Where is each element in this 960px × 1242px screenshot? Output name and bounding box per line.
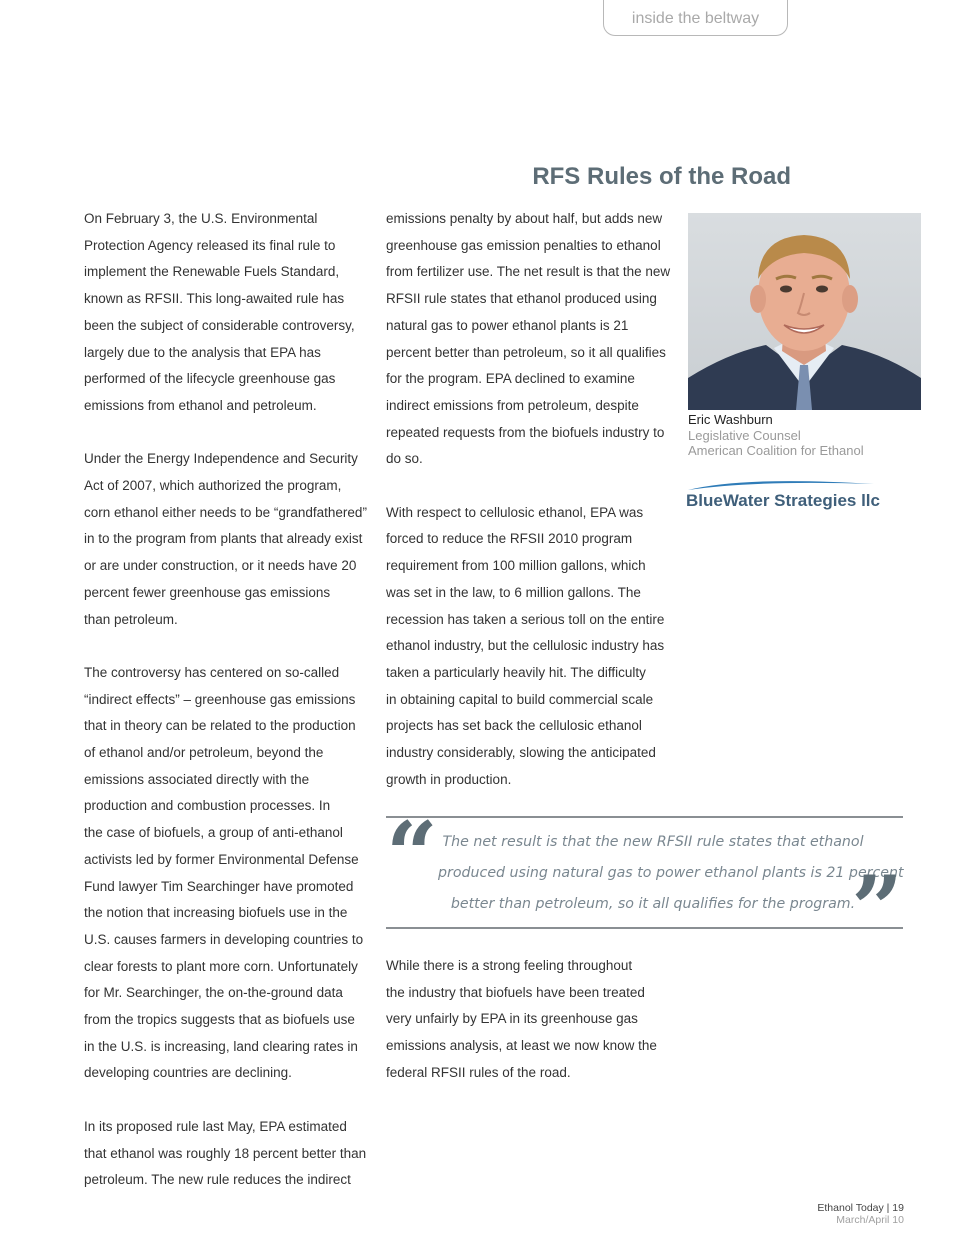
- body-line: of ethanol and/or petroleum, beyond the: [84, 745, 324, 761]
- author-photo: [688, 213, 921, 410]
- close-quote-icon: ”: [851, 856, 903, 962]
- paragraph-gap: [84, 420, 364, 447]
- body-line: been the subject of considerable controversy,: [84, 317, 355, 333]
- body-line: With respect to cellulosic ethanol, EPA was: [386, 504, 644, 520]
- body-line: emissions associated directly with the: [84, 771, 310, 787]
- body-line: developing countries are declining.: [84, 1065, 292, 1081]
- body-line: natural gas to power ethanol plants is 21: [386, 317, 629, 333]
- body-line: from fertilizer use. The net result is that the new: [386, 264, 671, 280]
- body-line: clear forests to plant more corn. Unfortunately: [84, 958, 358, 974]
- body-line: for the program. EPA declined to examine: [386, 371, 635, 387]
- body-line: Protection Agency released its final rule to: [84, 237, 336, 253]
- body-line: or are under construction, or it needs have 20: [84, 558, 357, 574]
- body-line: “indirect effects” – greenhouse gas emissions: [84, 691, 356, 707]
- body-line: that ethanol was roughly 18 percent better than: [84, 1145, 367, 1161]
- body-line: RFSII rule states that ethanol produced using: [386, 291, 657, 307]
- body-line: While there is a strong feeling throughout: [386, 958, 633, 973]
- body-line: in to the program from plants that already exist: [84, 531, 363, 547]
- body-line: The controversy has centered on so-called: [84, 664, 340, 680]
- body-line: known as RFSII. This long-awaited rule has: [84, 291, 345, 307]
- body-line: emissions from ethanol and petroleum.: [84, 397, 317, 413]
- body-line: was set in the law, to 6 million gallons. The: [386, 584, 641, 600]
- body-line: federal RFSII rules of the road.: [386, 1064, 571, 1080]
- body-line: U.S. causes farmers in developing countries to: [84, 931, 364, 947]
- body-line: than petroleum.: [84, 611, 178, 627]
- issue-date: March/April 10: [836, 1214, 904, 1226]
- company-name: BlueWater Strategies llc: [686, 491, 880, 510]
- body-line: do so.: [386, 451, 423, 467]
- paragraph-gap: [386, 473, 661, 500]
- article-column-1: [84, 206, 367, 1194]
- article-title: RFS Rules of the Road: [532, 163, 791, 190]
- body-line: performed of the lifecycle greenhouse gas: [84, 371, 336, 387]
- wave-swoosh-icon: [686, 478, 876, 492]
- body-line: recession has taken a serious toll on the entire: [386, 611, 665, 627]
- author-title: Legislative Counsel: [688, 428, 801, 443]
- article-column-2: [386, 206, 671, 793]
- body-line: that in theory can be related to the production: [84, 718, 356, 734]
- body-line: indirect emissions from petroleum, despite: [386, 397, 639, 413]
- body-line: Under the Energy Independence and Security: [84, 451, 358, 467]
- author-organization: American Coalition for Ethanol: [688, 443, 864, 458]
- body-line: percent fewer greenhouse gas emissions: [84, 584, 331, 600]
- body-line: taken a particularly heavily hit. The difficulty: [386, 664, 646, 680]
- body-line: in the U.S. is increasing, land clearing rates in: [84, 1038, 358, 1054]
- pull-quote: [386, 802, 904, 962]
- company-logo: [686, 478, 886, 512]
- body-line: In its proposed rule last May, EPA estimated: [84, 1118, 347, 1134]
- article-column-3: [386, 953, 661, 1087]
- body-line: in obtaining capital to build commercial scale: [386, 691, 654, 707]
- body-line: requirement from 100 million gallons, which: [386, 558, 646, 574]
- body-line: On February 3, the U.S. Environmental: [84, 211, 318, 226]
- publication-page-number: Ethanol Today | 19: [817, 1202, 904, 1214]
- body-line: percent better than petroleum, so it all qualifies: [386, 344, 666, 360]
- body-line: Act of 2007, which authorized the program,: [84, 478, 342, 494]
- body-line: forced to reduce the RFSII 2010 program: [386, 531, 633, 547]
- section-tab: inside the beltway: [603, 0, 788, 36]
- body-line: production and combustion processes. In: [84, 798, 331, 814]
- pull-quote-text: [438, 827, 904, 920]
- body-line: the case of biofuels, a group of anti-ethanol: [84, 825, 343, 841]
- body-line: for Mr. Searchinger, the on-the-ground data: [84, 985, 343, 1001]
- body-line: industry considerably, slowing the anticipated: [386, 745, 656, 761]
- body-line: greenhouse gas emission penalties to ethanol: [386, 237, 661, 253]
- body-line: ethanol industry, but the cellulosic industry has: [386, 638, 665, 654]
- author-name: Eric Washburn: [688, 412, 773, 427]
- body-line: corn ethanol either needs to be “grandfathered”: [84, 504, 367, 520]
- body-line: Fund lawyer Tim Searchinger have promoted: [84, 878, 354, 894]
- body-line: from the tropics suggests that as biofuels use: [84, 1012, 355, 1028]
- body-line: largely due to the analysis that EPA has: [84, 344, 321, 360]
- paragraph-gap: [84, 633, 364, 660]
- paragraph-gap: [84, 1087, 364, 1114]
- body-line: repeated requests from the biofuels industry to: [386, 424, 665, 440]
- author-portrait-icon: [688, 213, 921, 410]
- pull-quote-line: produced using natural gas to power ethanol plants is 21 percent: [438, 865, 904, 881]
- body-line: growth in production.: [386, 771, 512, 787]
- body-line: implement the Renewable Fuels Standard,: [84, 264, 340, 280]
- body-line: activists led by former Environmental Defense: [84, 851, 359, 867]
- body-line: emissions penalty by about half, but adds new: [386, 211, 663, 226]
- body-line: the notion that increasing biofuels use in the: [84, 905, 348, 921]
- page-footer: [817, 1202, 904, 1226]
- pull-quote-line: better than petroleum, so it all qualifies for the program.: [450, 896, 856, 912]
- body-line: the industry that biofuels have been treated: [386, 984, 645, 1000]
- body-line: emissions analysis, at least we now know the: [386, 1038, 657, 1054]
- body-line: very unfairly by EPA in its greenhouse gas: [386, 1011, 638, 1027]
- body-line: petroleum. The new rule reduces the indirect: [84, 1172, 351, 1188]
- pull-quote-line: The net result is that the new RFSII rule states that ethanol: [442, 834, 864, 850]
- open-quote-icon: “: [386, 802, 438, 908]
- body-line: projects has set back the cellulosic ethanol: [386, 718, 642, 734]
